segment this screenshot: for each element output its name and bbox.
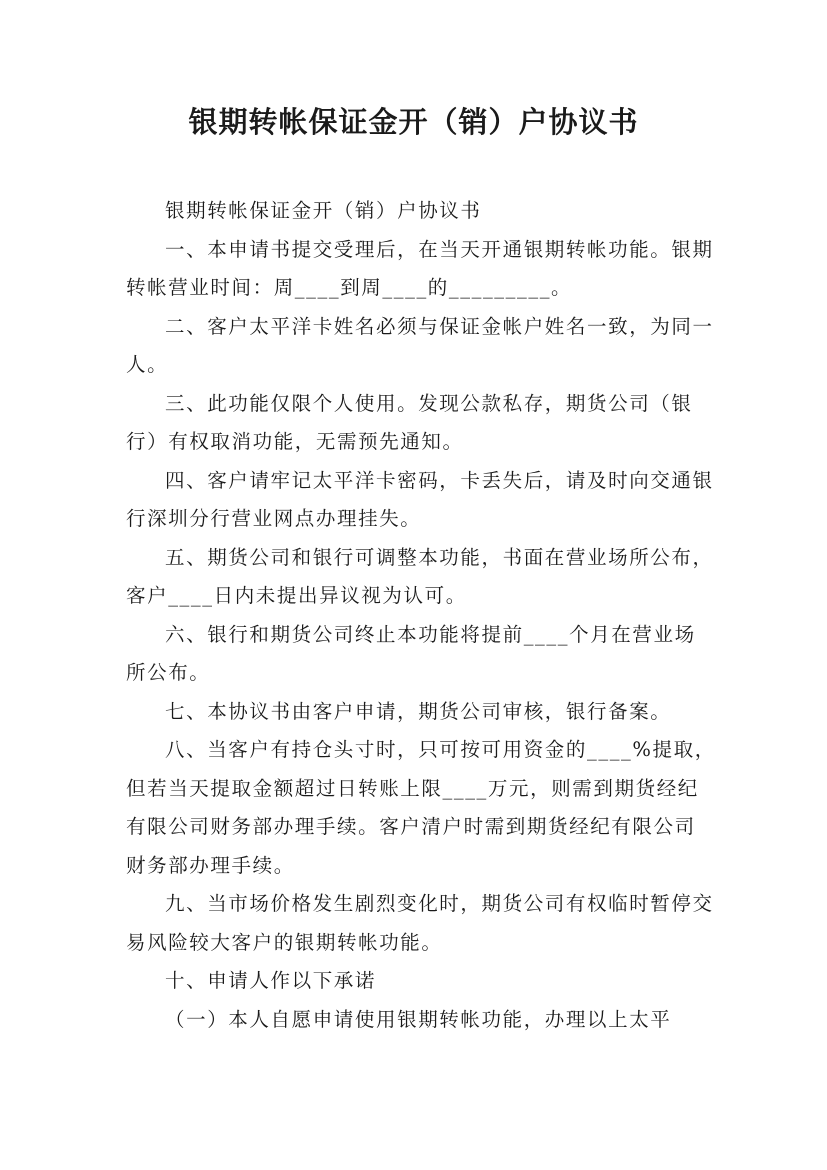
paragraph-clause-4: 四、客户请牢记太平洋卡密码，卡丢失后，请及时向交通银行深圳分行营业网点办理挂失。 — [126, 468, 714, 530]
document-body — [126, 192, 716, 1039]
paragraph-clause-10: 十、申请人作以下承诺 — [165, 969, 377, 992]
paragraph-clause-6: 六、银行和期货公司终止本功能将提前____个月在营业场所公布。 — [126, 622, 696, 684]
paragraph-commitment-1: （一）本人自愿申请使用银期转帐功能，办理以上太平 — [165, 1007, 672, 1031]
document-title: 银期转帐保证金开（销）户协议书 — [188, 105, 639, 139]
paragraph-clause-7: 七、本协议书由客户申请，期货公司审核，银行备案。 — [165, 699, 672, 723]
paragraph-clause-1: 一、本申请书提交受理后，在当天开通银期转帐功能。银期转帐营业时间：周____到周____的_________。 — [126, 237, 714, 299]
paragraph-clause-2: 二、客户太平洋卡姓名必须与保证金帐户姓名一致，为同一人。 — [126, 314, 714, 376]
paragraph-clause-3: 三、此功能仅限个人使用。发现公款私存，期货公司（银行）有权取消功能，无需预先通知。 — [126, 391, 693, 453]
paragraph-clause-9: 九、当市场价格发生剧烈变化时，期货公司有权临时暂停交易风险较大客户的银期转帐功能。 — [126, 892, 714, 954]
paragraph-heading: 银期转帐保证金开（销）户协议书 — [165, 199, 482, 222]
paragraph-clause-5: 五、期货公司和银行可调整本功能，书面在营业场所公布，客户____日内未提出异议视为认可。 — [126, 545, 714, 607]
paragraph-clause-8: 八、当客户有持仓头寸时，只可按可用资金的____%提取，但若当天提取金额超过日转账上限____万元，则需到期货经纪有限公司财务部办理手续。客户清户时需到期货经纪有限公司财务部办理手续。 — [126, 738, 716, 877]
